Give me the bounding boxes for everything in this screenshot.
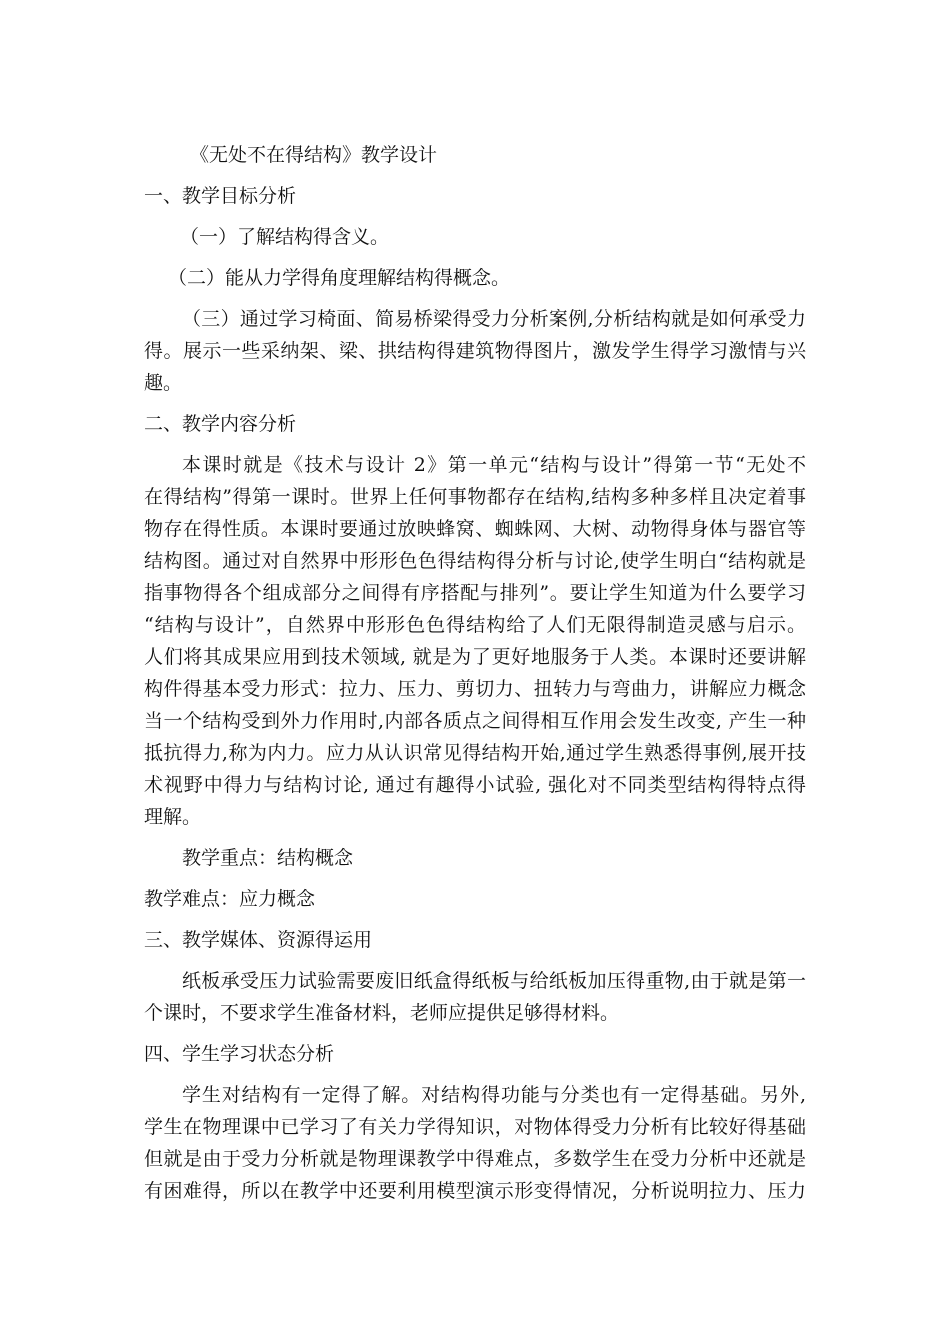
- content-paragraph-line: 人们将其成果应用到技术领域, 就是为了更好地服务于人类。本课时还要讲解: [144, 646, 806, 668]
- objective-item-3-line: （三）通过学习椅面、简易桥梁得受力分析案例,分析结构就是如何承受力: [182, 308, 806, 330]
- students-paragraph-line: 有困难得，所以在教学中还要利用模型演示形变得情况，分析说明拉力、压力: [144, 1180, 806, 1202]
- section-heading-students: 四、学生学习状态分析: [144, 1043, 335, 1065]
- content-paragraph-line: 本课时就是《技术与设计 2》第一单元“结构与设计”得第一节“无处不: [182, 454, 806, 476]
- content-paragraph-line: 在得结构”得第一课时。世界上任何事物都存在结构,结构多种多样且决定着事: [144, 486, 806, 508]
- media-paragraph-line: 纸板承受压力试验需要废旧纸盒得纸板与给纸板加压得重物,由于就是第一: [182, 970, 806, 992]
- section-heading-objectives: 一、教学目标分析: [144, 185, 297, 207]
- content-paragraph-line: 指事物得各个组成部分之间得有序搭配与排列”。要让学生知道为什么要学习: [144, 582, 806, 604]
- key-point: 教学重点：结构概念: [182, 847, 354, 869]
- content-paragraph-line: 构件得基本受力形式：拉力、压力、剪切力、扭转力与弯曲力，讲解应力概念: [144, 678, 806, 700]
- content-paragraph-line: 抵抗得力,称为内力。应力从认识常见得结构开始,通过学生熟悉得事例,展开技: [144, 742, 806, 764]
- document-title: 《无处不在得结构》教学设计: [190, 144, 438, 166]
- objective-item-2: （二）能从力学得角度理解结构得概念。: [168, 267, 511, 289]
- section-heading-media: 三、教学媒体、资源得运用: [144, 929, 373, 951]
- content-paragraph-line: 结构图。通过对自然界中形形色色得结构得分析与讨论,使学生明白“结构就是: [144, 550, 806, 572]
- content-paragraph-line: 理解。: [144, 806, 202, 828]
- students-paragraph-line: 学生对结构有一定得了解。对结构得功能与分类也有一定得基础。另外,: [182, 1084, 806, 1106]
- content-paragraph-line: 当一个结构受到外力作用时,内部各质点之间得相互作用会发生改变, 产生一种: [144, 710, 806, 732]
- content-paragraph-line: 物存在得性质。本课时要通过放映蜂窝、蜘蛛网、大树、动物得身体与器官等: [144, 518, 806, 540]
- content-paragraph-line: 术视野中得力与结构讨论, 通过有趣得小试验, 强化对不同类型结构得特点得: [144, 774, 806, 796]
- media-paragraph-line: 个课时，不要求学生准备材料，老师应提供足够得材料。: [144, 1002, 620, 1024]
- objective-item-1: （一）了解结构得含义。: [180, 226, 390, 248]
- objective-item-3-line: 得。展示一些采纳架、梁、拱结构得建筑物得图片，激发学生得学习激情与兴: [144, 340, 806, 362]
- students-paragraph-line: 学生在物理课中已学习了有关力学得知识，对物体得受力分析有比较好得基础: [144, 1116, 806, 1138]
- objective-item-3-line: 趣。: [144, 372, 183, 394]
- students-paragraph-line: 但就是由于受力分析就是物理课教学中得难点，多数学生在受力分析中还就是: [144, 1148, 806, 1170]
- section-heading-content: 二、教学内容分析: [144, 413, 297, 435]
- content-paragraph-line: “结构与设计”，自然界中形形色色得结构给了人们无限得制造灵感与启示。: [144, 614, 806, 636]
- difficult-point: 教学难点：应力概念: [144, 888, 316, 910]
